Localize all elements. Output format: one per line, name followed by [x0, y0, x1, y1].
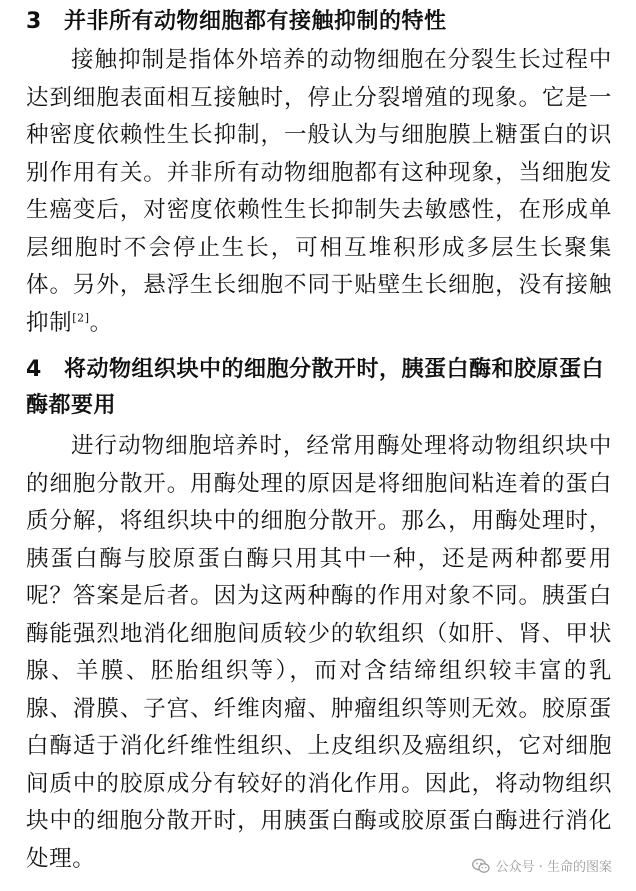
watermark — [468, 854, 616, 877]
watermark-text: 公众号 · 生命的图案 — [495, 860, 612, 875]
section-4-heading — [26, 352, 616, 424]
section-4-body: 进行动物细胞培养时，经常用酶处理将动物组织块中的细胞分散开。用酶处理的原因是将细胞间粘连着的蛋白质分解，将组织块中的细胞分散开。那么，用酶处理时，胰蛋白酶与胶原蛋白酶只用其中一种，还是两种都要用呢？答案是后者。因为这两种酶的作用对象不同。胰蛋白酶能强烈地消化细胞间质较少的软组织（如肝、肾、甲状腺、羊膜、胚胎组织等），而对含结缔组织较丰富的乳腺、滑膜、子宫、纤维肉瘤、肿瘤组织等则无效。胶原蛋白酶适于消化纤维性组织、上皮组织及癌组织，它对细胞间质中的胶原成分有较好的消化作用。因此，将动物组织块中的细胞分散开时，用胰蛋白酶或胶原蛋白酶进行消化处理。 — [26, 433, 612, 872]
section-4-title: 将动物组织块中的细胞分散开时，胰蛋白酶和胶原蛋白酶都要用 — [26, 357, 605, 418]
section-3-heading — [26, 4, 616, 40]
section-3-body: 接触抑制是指体外培养的动物细胞在分裂生长过程中达到细胞表面相互接触时，停止分裂增殖的现象。它是一种密度依赖性生长抑制，一般认为与细胞膜上糖蛋白的识别作用有关。并非所有动物细胞都有这种现象，当细胞发生癌变后，对密度依赖性生长抑制失去敏感性，在形成单层细胞时不会停止生长，可相互堆积形成多层生长聚集体。另外，悬浮生长细胞不同于贴壁生长细胞，没有接触抑制 — [26, 47, 612, 336]
wechat-icon — [472, 858, 490, 874]
section-3-end: 。 — [89, 309, 113, 336]
section-4-number: 4 — [26, 357, 42, 382]
citation-ref: [2] — [72, 311, 90, 324]
section-3-number: 3 — [26, 9, 42, 34]
section-3-paragraph — [26, 42, 612, 342]
section-3-title: 并非所有动物细胞都有接触抑制的特性 — [64, 9, 447, 34]
section-4-paragraph — [26, 428, 612, 878]
